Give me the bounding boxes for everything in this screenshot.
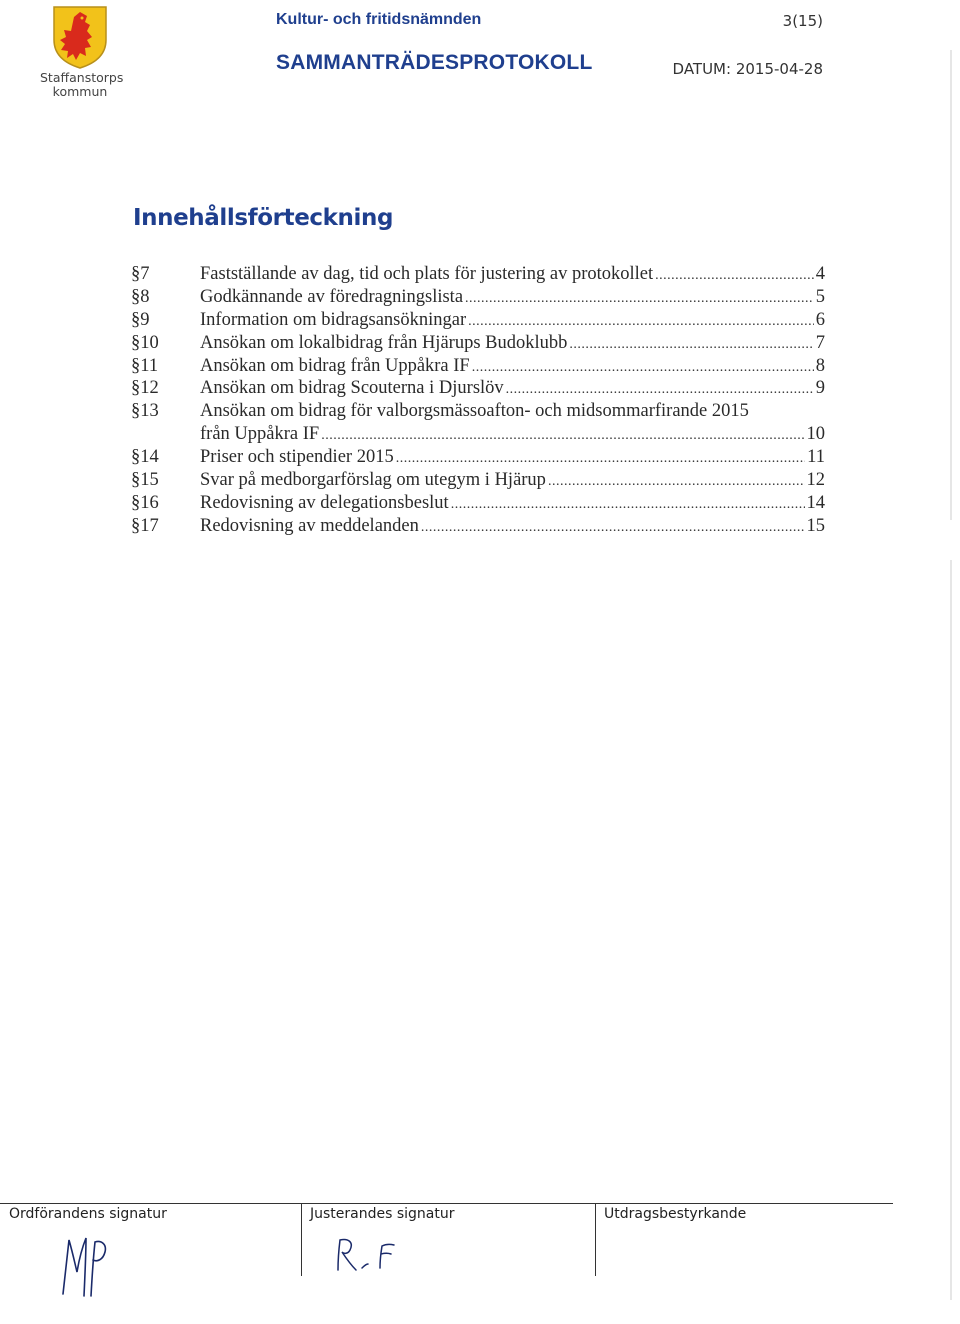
logo-text-line-1: Staffanstorps <box>40 70 124 85</box>
section-page: 6 <box>815 309 825 330</box>
section-number: §17 <box>131 515 159 536</box>
chair-signature-icon <box>55 1230 115 1300</box>
section-page: 4 <box>815 264 825 284</box>
section-page: 7 <box>815 332 825 353</box>
section-number: §10 <box>131 332 159 353</box>
dot-leader <box>451 492 805 517</box>
section-title: Fastställande av dag, tid och plats för justering av protokollet <box>200 264 654 284</box>
section-title: Priser och stipendier 2015 <box>200 447 394 468</box>
section-title: Godkännande av föredragningslista <box>200 286 464 307</box>
dot-leader <box>548 469 805 494</box>
dot-leader <box>569 332 813 357</box>
section-page: 15 <box>806 515 825 536</box>
section-title: Svar på medborgarförslag om utegym i Hjärup <box>200 470 546 491</box>
scan-edge-mark <box>950 560 952 1300</box>
section-title: Information om bidragsansökningar <box>200 309 467 330</box>
signature-footer <box>0 1203 893 1304</box>
section-number: §8 <box>131 286 150 307</box>
dot-leader <box>472 355 814 380</box>
dot-leader <box>468 309 814 334</box>
toc-entry[interactable] <box>131 263 825 286</box>
section-page: 14 <box>806 492 825 513</box>
coat-of-arms-icon <box>51 4 109 70</box>
section-page: 11 <box>807 447 825 468</box>
section-number: §7 <box>131 264 150 284</box>
dot-leader <box>506 377 814 402</box>
section-number: §15 <box>131 470 159 491</box>
toc-entry[interactable] <box>131 400 825 423</box>
section-number: §11 <box>131 355 159 376</box>
scan-edge-mark <box>950 50 952 520</box>
section-title: Redovisning av meddelanden <box>200 515 419 536</box>
section-number: §16 <box>131 492 159 513</box>
section-number: §9 <box>131 309 150 330</box>
section-title-continuation: från Uppåkra IF <box>200 424 320 445</box>
section-title: Ansökan om bidrag Scouterna i Djurslöv <box>200 378 504 399</box>
dot-leader <box>321 423 804 448</box>
toc-entry[interactable] <box>131 515 825 538</box>
toc-entry[interactable] <box>131 469 825 492</box>
section-title: Ansökan om bidrag från Uppåkra IF <box>200 355 470 376</box>
chair-signature-label: Ordförandens signatur <box>9 1206 167 1222</box>
section-number: §14 <box>131 447 159 468</box>
section-page: 10 <box>806 424 825 445</box>
page-number: 3(15) <box>782 12 823 30</box>
adjuster-signature-label: Justerandes signatur <box>310 1206 455 1222</box>
toc-entry[interactable] <box>131 355 825 378</box>
dot-leader <box>396 446 805 471</box>
toc-entry[interactable] <box>131 492 825 515</box>
chair-signature-box <box>0 1204 301 1276</box>
section-number: §13 <box>131 401 159 422</box>
toc-entry[interactable] <box>131 446 825 469</box>
section-title: Redovisning av delegationsbeslut <box>200 492 449 513</box>
logo-text-line-2: kommun <box>52 84 108 99</box>
section-page: 9 <box>815 378 825 399</box>
section-page: 12 <box>806 470 825 491</box>
section-number: §12 <box>131 378 159 399</box>
adjuster-signature-box <box>301 1204 596 1276</box>
table-of-contents <box>131 263 825 538</box>
dot-leader <box>421 515 805 540</box>
toc-entry-continuation[interactable] <box>131 423 825 446</box>
certification-label: Utdragsbestyrkande <box>604 1206 747 1222</box>
committee-name: Kultur- och fritidsnämnden <box>276 11 482 28</box>
certification-box <box>595 1204 894 1276</box>
toc-entry[interactable] <box>131 286 825 309</box>
meeting-date: DATUM: 2015-04-28 <box>672 60 823 78</box>
section-page: 8 <box>815 355 825 376</box>
section-page: 5 <box>815 286 825 307</box>
adjuster-signature-icon <box>332 1234 402 1274</box>
document-type-title: SAMMANTRÄDESPROTOKOLL <box>276 51 593 74</box>
dot-leader <box>655 263 814 288</box>
toc-entry[interactable] <box>131 377 825 400</box>
section-title: Ansökan om bidrag för valborgsmässoafton- och midsommarfirande 2015 <box>200 401 749 422</box>
dot-leader <box>465 286 814 311</box>
section-title: Ansökan om lokalbidrag från Hjärups Budoklubb <box>200 332 568 353</box>
toc-heading: Innehållsförteckning <box>133 205 394 231</box>
toc-entry[interactable] <box>131 332 825 355</box>
toc-entry[interactable] <box>131 309 825 332</box>
municipality-logo <box>40 4 124 104</box>
